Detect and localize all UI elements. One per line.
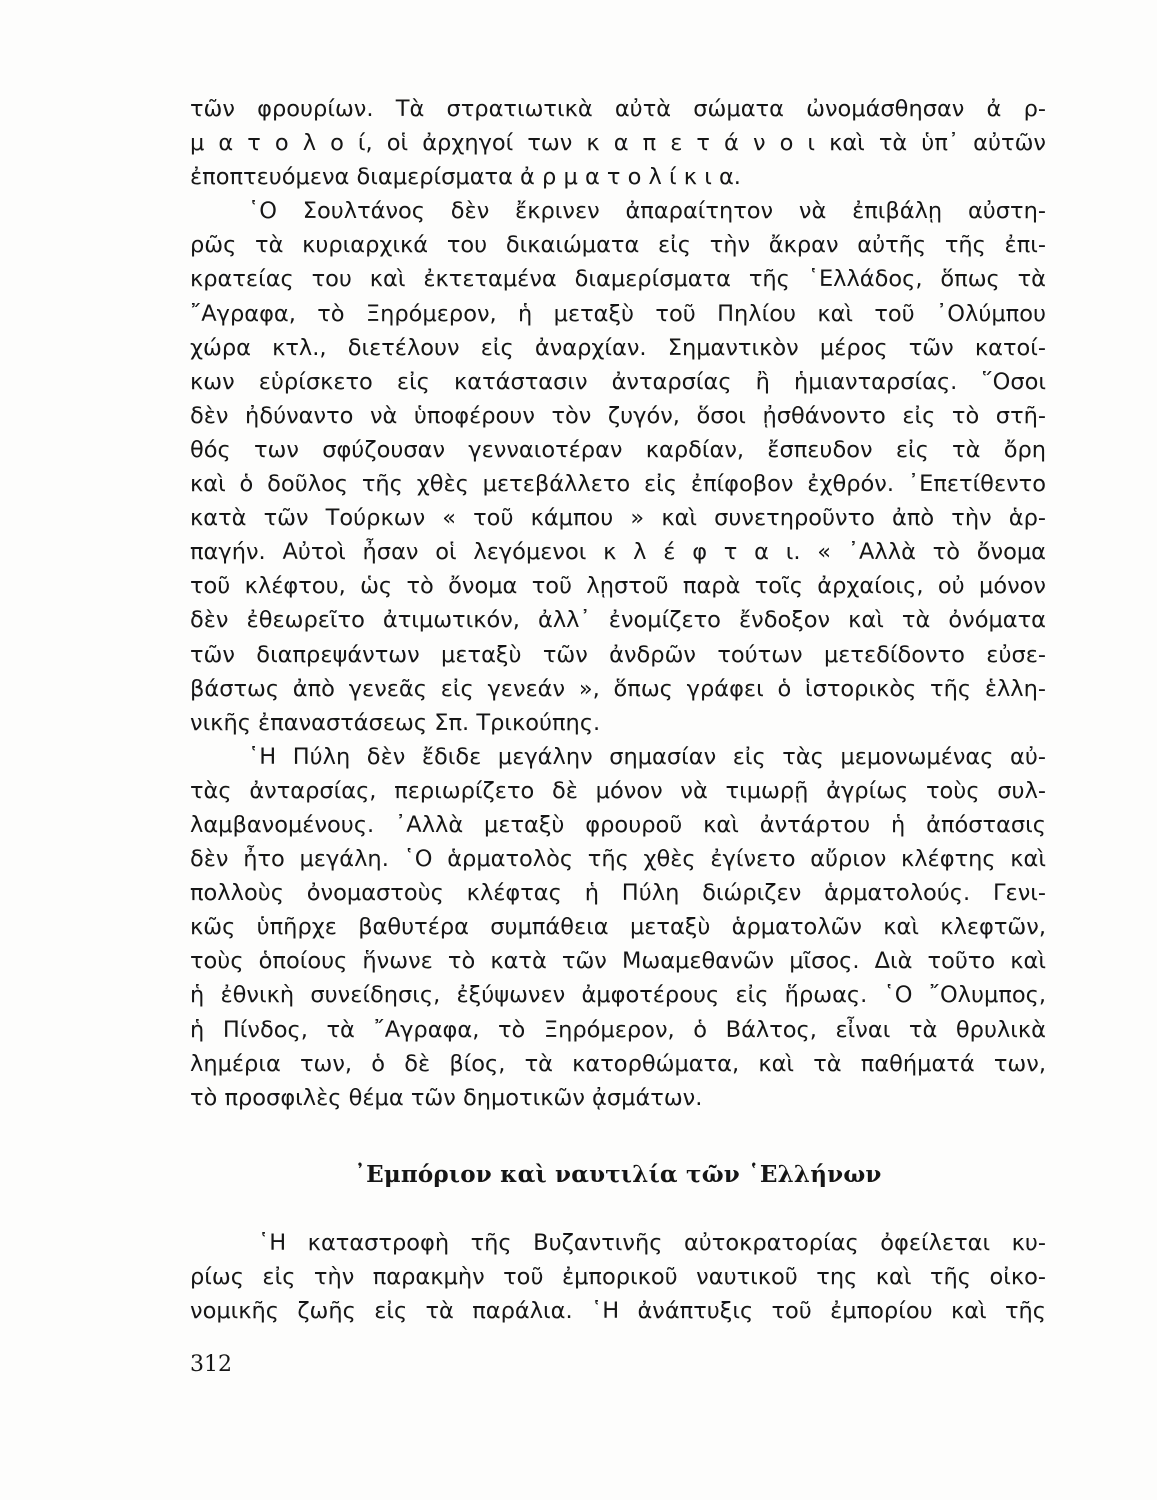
text-line: ῾Η Πύλη δὲν ἔδιδε μεγάλην σημασίαν εἰς τὰς μεμονωμένας αὐ-: [248, 743, 1046, 770]
text-line: δὲν ἐθεωρεῖτο ἀτιμωτικόν, ἀλλ᾽ ἐνομίζετο ἔνδοξον καὶ τὰ ὀνόματα: [190, 607, 1046, 634]
body-text-section-2: [190, 1226, 1046, 1328]
text-line: ἡ ἐθνικὴ συνείδησις, ἐξύψωνεν ἀμφοτέρους εἰς ἥρωας. ῾Ο ῎Ολυμπος,: [190, 982, 1046, 1009]
text-line: δὲν ἦτο μεγάλη. ῾Ο ἁρματολὸς τῆς χθὲς ἐγίνετο αὔριον κλέφτης καὶ: [190, 846, 1046, 873]
text-line: ῾Η καταστροφὴ τῆς Βυζαντινῆς αὐτοκρατορίας ὀφείλεται κυ-: [258, 1230, 1046, 1256]
body-text-section-1: [190, 92, 1046, 1115]
text-line: λημέρια των, ὁ δὲ βίος, τὰ κατορθώματα, καὶ τὰ παθήματά των,: [190, 1050, 1046, 1077]
text-line: χώρα κτλ., διετέλουν εἰς ἀναρχίαν. Σημαντικὸν μέρος τῶν κατοί-: [190, 334, 1046, 361]
text-line: καὶ ὁ δοῦλος τῆς χθὲς μετεβάλλετο εἰς ἐπίφοβον ἐχθρόν. ᾽Επετίθεντο: [190, 471, 1046, 498]
text-line: πολλοὺς ὀνομαστοὺς κλέφτας ἡ Πύλη διώριζεν ἁρματολούς. Γενι-: [190, 880, 1046, 907]
text-line: θός των σφύζουσαν γενναιοτέραν καρδίαν, ἔσπευδον εἰς τὰ ὄρη: [190, 436, 1046, 463]
text-line: μ α τ ο λ ο ί, οἱ ἀρχηγοί των κ α π ε τ ά ν ο ι καὶ τὰ ὑπ᾽ αὐτῶν: [190, 130, 1046, 157]
text-line: τὰς ἀνταρσίας, περιωρίζετο δὲ μόνον νὰ τιμωρῇ ἀγρίως τοὺς συλ-: [190, 777, 1046, 804]
text-line: ῾Ο Σουλτάνος δὲν ἔκρινεν ἀπαραίτητον νὰ ἐπιβάλῃ αὐστη-: [248, 198, 1046, 225]
text-line: νικῆς ἐπαναστάσεως Σπ. Τρικούπης.: [190, 709, 601, 736]
page-number: 312: [190, 1352, 232, 1377]
text-line: νομικῆς ζωῆς εἰς τὰ παράλια. ῾Η ἀνάπτυξις τοῦ ἐμπορίου καὶ τῆς: [190, 1298, 1046, 1325]
text-line: ρῶς τὰ κυριαρχικά του δικαιώματα εἰς τὴν ἄκραν αὐτῆς τῆς ἐπι-: [190, 232, 1046, 259]
section-heading: ᾽Εμπόριον καὶ ναυτιλία τῶν ῾Ελλήνων: [354, 1161, 882, 1188]
text-line: λαμβανομένους. ᾽Αλλὰ μεταξὺ φρουροῦ καὶ ἀντάρτου ἡ ἀπόστασις: [190, 811, 1046, 838]
text-line: τὸ προσφιλὲς θέμα τῶν δημοτικῶν ᾀσμάτων.: [190, 1084, 703, 1111]
text-line: ἡ Πίνδος, τὰ ῎Αγραφα, τὸ Ξηρόμερον, ὁ Βάλτος, εἶναι τὰ θρυλικὰ: [190, 1016, 1046, 1043]
text-line: κων εὑρίσκετο εἰς κατάστασιν ἀνταρσίας ἢ ἡμιανταρσίας. ῞Οσοι: [190, 368, 1046, 395]
text-line: βάστως ἀπὸ γενεᾶς εἰς γενεάν », ὅπως γράφει ὁ ἱστορικὸς τῆς ἑλλη-: [190, 675, 1046, 702]
text-line: τῶν διαπρεψάντων μεταξὺ τῶν ἀνδρῶν τούτων μετεδίδοντο εὐσε-: [190, 641, 1046, 668]
text-line: ἐποπτευόμενα διαμερίσματα ἀ ρ μ α τ ο λ ί κ ι α.: [190, 164, 741, 191]
text-line: τοῦ κλέφτου, ὡς τὸ ὄνομα τοῦ λῃστοῦ παρὰ τοῖς ἀρχαίοις, οὐ μόνον: [190, 573, 1046, 600]
text-line: τῶν φρουρίων. Τὰ στρατιωτικὰ αὐτὰ σώματα ὠνομάσθησαν ἀ ρ-: [190, 96, 1046, 122]
text-line: ῎Αγραφα, τὸ Ξηρόμερον, ἡ μεταξὺ τοῦ Πηλίου καὶ τοῦ ᾽Ολύμπου: [190, 300, 1046, 327]
text-line: κατὰ τῶν Τούρκων « τοῦ κάμπου » καὶ συνετηροῦντο ἀπὸ τὴν ἁρ-: [190, 505, 1046, 532]
text-line: δὲν ἠδύναντο νὰ ὑποφέρουν τὸν ζυγόν, ὅσοι ᾐσθάνοντο εἰς τὸ στῆ-: [190, 402, 1046, 429]
text-line: τοὺς ὁποίους ἥνωνε τὸ κατὰ τῶν Μωαμεθανῶν μῖσος. Διὰ τοῦτο καὶ: [190, 948, 1046, 975]
text-line: κῶς ὑπῆρχε βαθυτέρα συμπάθεια μεταξὺ ἁρματολῶν καὶ κλεφτῶν,: [190, 914, 1046, 941]
text-line: κρατείας του καὶ ἐκτεταμένα διαμερίσματα τῆς ῾Ελλάδος, ὅπως τὰ: [190, 266, 1046, 293]
text-line: παγήν. Αὐτοὶ ἦσαν οἱ λεγόμενοι κ λ έ φ τ α ι. « ᾽Αλλὰ τὸ ὄνομα: [190, 539, 1046, 566]
text-line: ρίως εἰς τὴν παρακμὴν τοῦ ἐμπορικοῦ ναυτικοῦ της καὶ τῆς οἰκο-: [190, 1264, 1046, 1291]
